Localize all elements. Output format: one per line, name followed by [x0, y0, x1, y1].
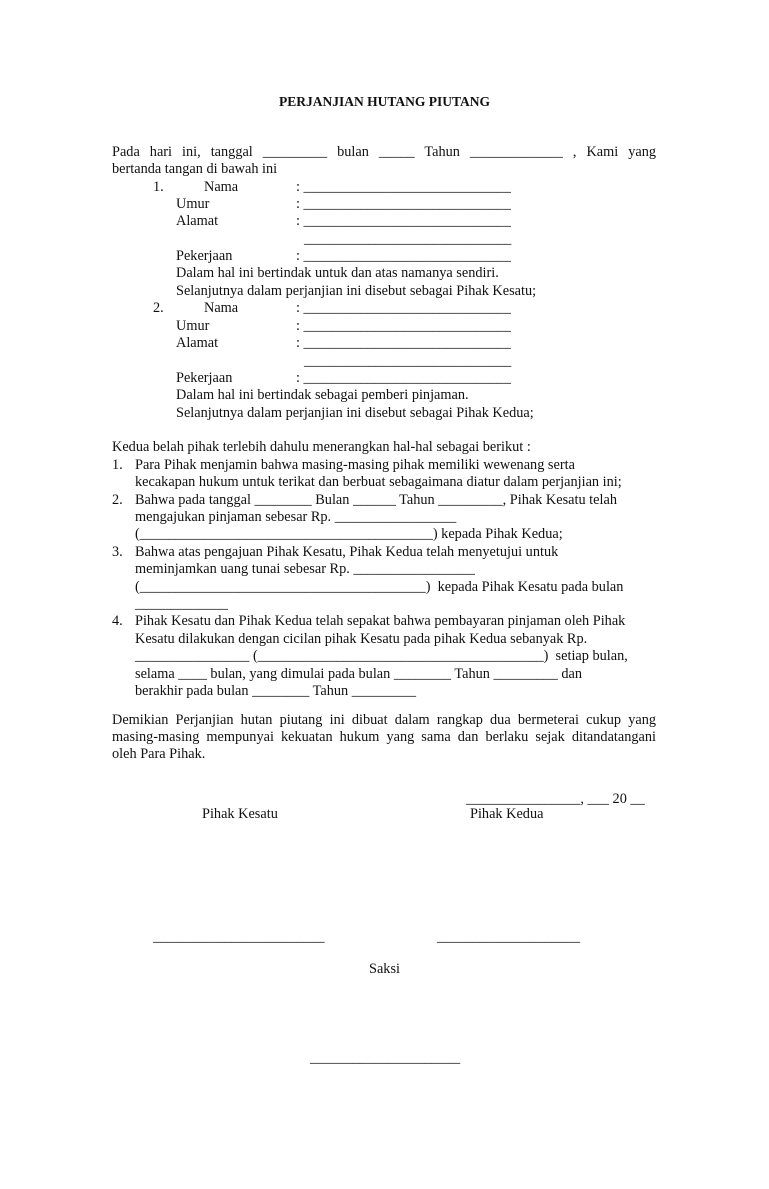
pihak-kesatu-label: Pihak Kesatu	[202, 806, 278, 822]
party-1-umur-field: : _____________________________	[296, 196, 511, 212]
term-3-line-3: (________________________________________) kepada Pihak Kesatu pada bulan	[135, 579, 624, 595]
term-3-line-2: meminjamkan uang tunai sebesar Rp. _________________	[135, 561, 475, 577]
signature-line-saksi: _____________________	[310, 1050, 461, 1066]
party-2-pekerjaan-label: Pekerjaan	[176, 370, 233, 386]
party-2-umur-field: : _____________________________	[296, 318, 511, 334]
party-1-number: 1.	[153, 179, 164, 195]
intro-paragraph	[112, 144, 656, 161]
closing-line-1: Demikian Perjanjian hutan piutang ini dibuat dalam rangkap dua bermeterai cukup yang	[112, 712, 656, 728]
party-2-umur-label: Umur	[176, 318, 210, 334]
term-4-line-3: ________________ (________________________________________) setiap bulan,	[135, 648, 628, 664]
party-2-note-2: Selanjutnya dalam perjanjian ini disebut sebagai Pihak Kedua;	[176, 405, 534, 421]
party-1-nama-label: Nama	[204, 179, 239, 195]
party-2-note-1: Dalam hal ini bertindak sebagai pemberi pinjaman.	[176, 387, 469, 403]
term-4-line-4: selama ____ bulan, yang dimulai pada bulan ________ Tahun _________ dan	[135, 666, 583, 682]
term-1-line-2: kecakapan hukum untuk terikat dan berbuat sebagaimana diatur dalam perjanjian ini;	[135, 474, 622, 490]
terms-intro: Kedua belah pihak terlebih dahulu menerangkan hal-hal sebagai berikut :	[112, 439, 531, 455]
term-2-line-1: Bahwa pada tanggal ________ Bulan ______ Tahun _________, Pihak Kesatu telah	[135, 492, 617, 508]
closing-line-3: oleh Para Pihak.	[112, 746, 206, 763]
term-3-line-4: _____________	[135, 596, 228, 612]
signature-line-pihak-kedua: ____________________	[437, 929, 580, 945]
party-1-nama-field: : _____________________________	[296, 179, 511, 195]
date-line: ________________, ___ 20 __	[466, 791, 645, 807]
saksi-label: Saksi	[369, 961, 400, 977]
closing-paragraph	[112, 712, 656, 764]
party-2-alamat-label: Alamat	[176, 335, 219, 351]
term-4-line-1: Pihak Kesatu dan Pihak Kedua telah sepakat bahwa pembayaran pinjaman oleh Pihak	[135, 613, 626, 629]
party-1-note-2: Selanjutnya dalam perjanjian ini disebut sebagai Pihak Kesatu;	[176, 283, 537, 299]
term-2-number: 2.	[112, 492, 123, 508]
term-4-line-2: Kesatu dilakukan dengan cicilan pihak Kesatu pada pihak Kedua sebanyak Rp.	[135, 631, 588, 647]
document-title: PERJANJIAN HUTANG PIUTANG	[278, 94, 490, 109]
term-4-number: 4.	[112, 613, 123, 629]
term-4-line-5: berakhir pada bulan ________ Tahun _________	[135, 683, 417, 699]
party-2-nama-field: : _____________________________	[296, 300, 511, 316]
party-2-alamat-field: : _____________________________	[296, 335, 511, 351]
term-2-line-2: mengajukan pinjaman sebesar Rp. _________________	[135, 509, 457, 525]
party-2-nama-label: Nama	[204, 300, 239, 316]
party-1-alamat-field: : _____________________________	[296, 213, 511, 229]
term-3-line-1: Bahwa atas pengajuan Pihak Kesatu, Pihak Kedua telah menyetujui untuk	[135, 544, 559, 560]
party-2-alamat-field-cont: _____________________________	[304, 353, 512, 369]
party-1-alamat-label: Alamat	[176, 213, 219, 229]
intro-line-2: bertanda tangan di bawah ini	[112, 161, 278, 177]
term-1-number: 1.	[112, 457, 123, 473]
party-2-pekerjaan-field: : _____________________________	[296, 370, 511, 386]
term-3-number: 3.	[112, 544, 123, 560]
party-2-number: 2.	[153, 300, 164, 316]
intro-line-1: Pada hari ini, tanggal _________ bulan _____ Tahun _____________ , Kami yang	[112, 144, 656, 160]
party-1-pekerjaan-label: Pekerjaan	[176, 248, 233, 264]
party-1-umur-label: Umur	[176, 196, 210, 212]
party-1-note-1: Dalam hal ini bertindak untuk dan atas namanya sendiri.	[176, 265, 499, 281]
term-2-line-3: (_________________________________________) kepada Pihak Kedua;	[135, 526, 563, 542]
term-1-line-1: Para Pihak menjamin bahwa masing-masing pihak memiliki wewenang serta	[135, 457, 575, 473]
party-1-pekerjaan-field: : _____________________________	[296, 248, 511, 264]
party-1-alamat-field-cont: _____________________________	[304, 231, 512, 247]
closing-line-2: masing-masing mempunyai kekuatan hukum yang sama dan berlaku sejak ditandatangani	[112, 729, 656, 746]
signature-line-pihak-kesatu: ________________________	[153, 929, 325, 945]
pihak-kedua-label: Pihak Kedua	[470, 806, 544, 822]
